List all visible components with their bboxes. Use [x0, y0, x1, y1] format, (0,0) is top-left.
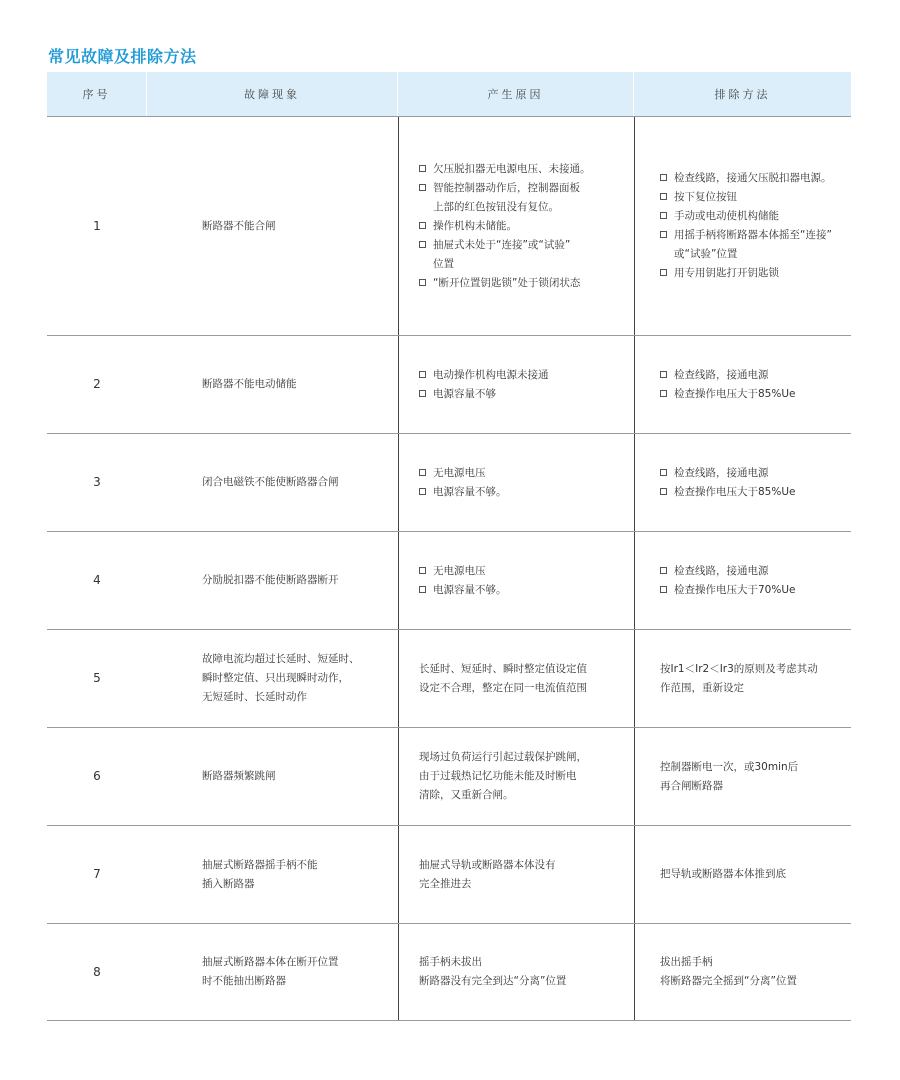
row-number: 5 [93, 671, 101, 685]
cause-cell-line: 抽屉式导轨或断路器本体没有 [419, 858, 556, 871]
cause-cell-line: “断开位置钥匙锁”处于锁闭状态 [419, 274, 591, 293]
table-header [47, 72, 851, 117]
remedy-cell [634, 924, 851, 1020]
symptom-cell [147, 336, 398, 433]
cause-cell [398, 630, 634, 727]
cause-cell [398, 336, 634, 433]
remedy-cell-line: 用专用钥匙打开钥匙锁 [660, 264, 832, 283]
cause-cell-line: 操作机构未储能。 [419, 217, 591, 236]
cause-cell-list [419, 562, 507, 600]
cause-cell [398, 728, 634, 825]
table-row [47, 630, 851, 728]
symptom-line: 时不能抽出断路器 [202, 975, 286, 987]
cause-cell-line: 现场过负荷运行引起过载保护跳闸， [419, 751, 587, 763]
symptom-cell [147, 532, 398, 629]
remedy-cell-line: 检查线路，接通欠压脱扣器电源。 [660, 169, 832, 188]
header-remedy: 排除方法 [714, 88, 771, 101]
symptom-text [202, 856, 318, 894]
remedy-cell-line: 再合闸断路器 [660, 779, 723, 792]
remedy-cell-line: 检查线路，接通电源 [660, 464, 795, 483]
cause-cell-line: 位置 [433, 257, 454, 270]
table-row [47, 434, 851, 532]
remedy-cell-list [660, 562, 795, 600]
cause-cell-line: 长延时、短延时、瞬时整定值设定值 [419, 662, 587, 675]
table-body [47, 117, 851, 1021]
remedy-cell-line: 拔出摇手柄 [660, 956, 713, 968]
page-title: 常见故障及排除方法 [48, 47, 197, 66]
symptom-line: 抽屉式断路器摇手柄不能 [202, 858, 318, 871]
remedy-cell-list [660, 464, 795, 502]
remedy-cell [634, 336, 851, 433]
remedy-cell [634, 826, 851, 923]
row-number: 8 [93, 964, 101, 979]
row-number: 1 [93, 218, 101, 233]
cause-cell-line: 由于过载热记忆功能未能及时断电 [419, 770, 577, 782]
remedy-cell-line: 按下复位按钮 [660, 188, 832, 207]
remedy-cell-line: 控制器断电一次，或30min后 [660, 760, 799, 773]
fault-table [47, 72, 851, 1021]
symptom-line: 瞬时整定值、只出现瞬时动作， [202, 672, 349, 684]
symptom-text [202, 767, 276, 786]
row-number: 3 [93, 475, 101, 489]
remedy-cell-line: 手动或电动使机构储能 [660, 207, 832, 226]
remedy-cell-line: 检查线路，接通电源 [660, 366, 795, 385]
remedy-cell-line: 用摇手柄将断路器本体摇至“连接” [660, 226, 832, 245]
row-number: 2 [93, 377, 101, 391]
header-symptom: 故障现象 [147, 72, 398, 116]
remedy-cell [634, 117, 851, 335]
table-row [47, 532, 851, 630]
remedy-cell-list [660, 953, 797, 991]
remedy-cell [634, 434, 851, 531]
cause-cell-line: 智能控制器动作后，控制器面板 [419, 179, 591, 198]
symptom-text [202, 953, 339, 991]
remedy-cell-line: 作范围，重新设定 [660, 681, 744, 694]
cause-cell-line: 电源容量不够。 [419, 581, 507, 600]
remedy-cell-line: 按Ir1＜Ir2＜Ir3的原则及考虑其动 [660, 662, 818, 675]
table-row [47, 826, 851, 924]
remedy-cell-line: 检查操作电压大于85%Ue [660, 385, 795, 404]
row-number: 7 [93, 867, 101, 881]
symptom-text [202, 571, 339, 590]
header-no: 序号 [47, 72, 147, 116]
row-number: 4 [93, 573, 101, 587]
cause-cell-line: 电源容量不够 [419, 385, 549, 404]
cause-cell-line: 清除，又重新合闸。 [419, 789, 514, 801]
cause-cell-line: 电动操作机构电源未接通 [419, 366, 549, 385]
table-row [47, 924, 851, 1021]
symptom-text [202, 473, 339, 492]
cause-cell [398, 826, 634, 923]
symptom-line: 断路器不能电动储能 [202, 378, 297, 390]
remedy-cell-list [660, 660, 818, 698]
cause-cell-line: 无电源电压 [419, 562, 507, 581]
cause-cell-list [419, 953, 566, 991]
cause-cell-list [419, 464, 507, 502]
symptom-line: 抽屉式断路器本体在断开位置 [202, 956, 339, 968]
remedy-cell-list [660, 366, 795, 404]
remedy-cell-list [660, 169, 832, 283]
symptom-cell [147, 826, 398, 923]
symptom-cell [147, 434, 398, 531]
cause-cell [398, 117, 634, 335]
remedy-cell-line: 或“试验”位置 [674, 248, 738, 260]
cause-cell-list [419, 660, 587, 698]
cause-cell-line: 摇手柄未拔出 [419, 956, 482, 968]
cause-cell-line: 上部的红色按钮没有复位。 [433, 200, 559, 213]
cause-cell-line: 断路器没有完全到达“分离”位置 [419, 975, 567, 987]
remedy-cell [634, 630, 851, 727]
symptom-line: 无短延时、长延时动作 [202, 691, 307, 703]
cause-cell-line: 设定不合理，整定在同一电流值范围 [419, 681, 587, 694]
symptom-cell [147, 117, 398, 335]
remedy-cell-list [660, 865, 786, 884]
remedy-cell [634, 728, 851, 825]
table-row [47, 728, 851, 826]
cause-cell-list [419, 366, 549, 404]
symptom-cell [147, 630, 398, 727]
cause-cell-line: 电源容量不够。 [419, 483, 507, 502]
remedy-cell [634, 532, 851, 629]
symptom-line: 故障电流均超过长延时、短延时、 [202, 653, 360, 665]
cause-cell-list [419, 748, 587, 805]
header-cause: 产生原因 [398, 72, 634, 116]
symptom-cell [147, 728, 398, 825]
cause-cell-line: 无电源电压 [419, 464, 507, 483]
remedy-cell-line: 检查操作电压大于85%Ue [660, 483, 795, 502]
table-row [47, 336, 851, 434]
cause-cell-line: 欠压脱扣器无电源电压、未接通。 [419, 160, 591, 179]
remedy-cell-line: 检查线路，接通电源 [660, 562, 795, 581]
symptom-text [202, 217, 276, 236]
symptom-text [202, 375, 297, 394]
symptom-line: 插入断路器 [202, 877, 255, 890]
cause-cell-list [419, 160, 591, 293]
remedy-cell-list [660, 758, 798, 796]
symptom-line: 闭合电磁铁不能使断路器合闸 [202, 476, 339, 488]
symptom-line: 断路器频繁跳闸 [202, 770, 276, 782]
table-row [47, 117, 851, 336]
cause-cell [398, 434, 634, 531]
cause-cell-line: 抽屉式未处于“连接”或“试验” [419, 236, 591, 255]
symptom-line: 分励脱扣器不能使断路器断开 [202, 574, 339, 586]
symptom-cell [147, 924, 398, 1020]
cause-cell [398, 532, 634, 629]
remedy-cell-line: 把导轨或断路器本体推到底 [660, 868, 786, 880]
symptom-line: 断路器不能合闸 [202, 219, 276, 232]
cause-cell-list [419, 856, 556, 894]
cause-cell [398, 924, 634, 1020]
row-number: 6 [93, 769, 101, 783]
remedy-cell-line: 检查操作电压大于70%Ue [660, 581, 795, 600]
remedy-cell-line: 将断路器完全摇到“分离”位置 [660, 975, 797, 987]
symptom-text [202, 650, 360, 707]
cause-cell-line: 完全推进去 [419, 877, 472, 890]
